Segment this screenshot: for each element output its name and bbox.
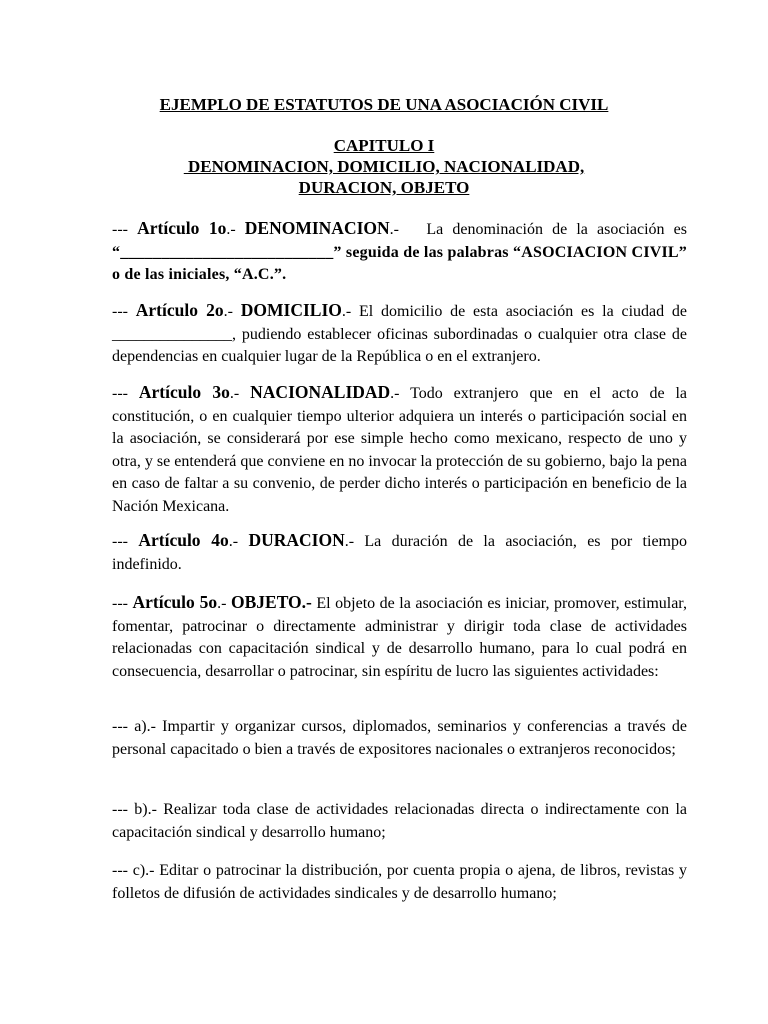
article-prefix: --- [112,385,139,402]
article-1 [112,217,687,287]
article-label: Artículo 3o [138,382,230,402]
article-sep: .- [229,385,251,402]
article-heading: DURACION [248,530,345,550]
article-5 [112,591,687,683]
article-heading: DENOMINACION [244,218,390,238]
article-4 [112,529,687,576]
chapter-subtitle-2: DURACION, OBJETO [298,178,470,197]
article-text-2: “__________________________” seguida de las palabras “ASOCIACION CIVIL” o de las iniciales, “A.C.”. [112,243,687,284]
article-text: .- Todo extranjero que en el acto de la constitución, o en cualquier tiempo ulterior adquiera un interés o participación social en la asociación, se considerará por ese simple hecho como mexicano, respecto de uno y otra, y se entenderá que conviene en no invocar la protección de su gobierno, bajo la pena en caso de faltar a su convenio, de perder dicho interés o participación en beneficio de la Nación Mexicana. [112,385,688,515]
article-prefix: --- [112,221,138,238]
article-prefix: --- [112,533,139,550]
article-2 [112,299,687,369]
article-text: .- La duración de la asociación, es por tiempo indefinido. [112,533,687,573]
chapter-heading: CAPITULO I [333,136,435,155]
article-heading: DOMICILIO [240,300,342,320]
list-item-a: --- a).- Impartir y organizar cursos, diplomados, seminarios y conferencias a través de personal capacitado o bien a través de expositores nacionales o extranjeros reconocidos; [112,718,687,758]
article-label: Artículo 5o [132,592,218,612]
article-label: Artículo 1o [137,218,227,238]
article-heading: NACIONALIDAD [250,382,391,402]
article-sep: .- [217,595,231,612]
list-item-c: --- c).- Editar o patrocinar la distribución, por cuenta propia o ajena, de libros, revistas y folletos de difusión de actividades sindicales y de desarrollo humano; [112,862,687,902]
article-prefix: --- [112,595,133,612]
article-sep: .- [228,533,249,550]
article-3 [112,381,687,519]
article-heading: OBJETO.- [230,592,312,612]
article-text: El objeto de la asociación es iniciar, promover, estimular, fomentar, patrocinar o directamente administrar y dirigir toda clase de actividades relacionadas con capacitación sindical y de desarrollo humano, para lo cual podrá en consecuencia, desarrollar o patrocinar, sin espíritu de lucro las siguientes actividades: [112,595,687,680]
article-sep: .- [226,221,245,238]
article-prefix: --- [112,303,136,320]
article-sep: .- [223,303,241,320]
article-text: .- La denominación de la asociación es [389,221,687,238]
chapter-subtitle: DENOMINACION, DOMICILIO, NACIONALIDAD, [183,157,585,176]
document-title: EJEMPLO DE ESTATUTOS DE UNA ASOCIACIÓN CIVIL [159,95,609,114]
article-text: .- El domicilio de esta asociación es la ciudad de _______________, pudiendo establecer oficinas subordinadas o cualquier otra clase de dependencias en cualquier lugar de la República o en el extranjero. [112,303,688,366]
list-item-b: --- b).- Realizar toda clase de actividades relacionadas directa o indirectamente con la capacitación sindical y desarrollo humano; [112,801,687,841]
article-label: Artículo 2o [135,300,224,320]
article-label: Artículo 4o [138,530,229,550]
